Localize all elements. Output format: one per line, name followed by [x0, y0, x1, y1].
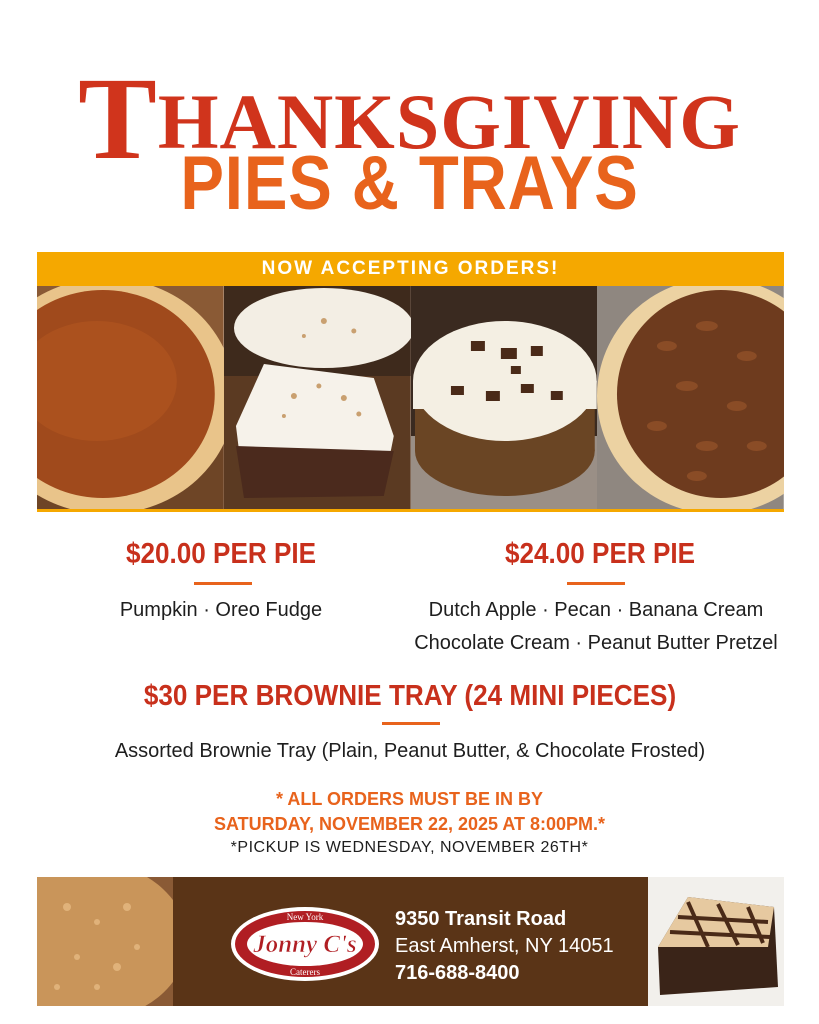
- price-24-per-pie: $24.00 PER PIE: [504, 538, 696, 570]
- phone-number: 716-688-8400: [395, 962, 520, 984]
- logo-name-text: Jonny C's: [253, 931, 357, 958]
- logo-top-text: New York: [286, 912, 324, 922]
- brownie-tray-description: Assorted Brownie Tray (Plain, Peanut Butter, & Chocolate Frosted): [114, 740, 706, 762]
- left-pie-list: Pumpkin · Oreo Fudge: [119, 599, 323, 621]
- title-pies-trays: PIES & TRAYS: [180, 141, 639, 226]
- city-state-zip: East Amherst, NY 14051: [395, 935, 614, 957]
- pickup-date: *PICKUP IS WEDNESDAY, NOVEMBER 26TH*: [230, 839, 589, 856]
- street-address: 9350 Transit Road: [395, 908, 567, 930]
- peanut-butter-pretzel-pie-photo: [411, 286, 598, 510]
- divider-tray: [382, 722, 440, 725]
- footer-bar: [37, 877, 784, 1006]
- pie-photo-strip: [37, 286, 784, 510]
- order-deadline-line2: SATURDAY, NOVEMBER 22, 2025 AT 8:00PM.*: [213, 814, 606, 834]
- title-initial: T: [78, 53, 158, 184]
- brownie-photo: [648, 877, 784, 1006]
- right-pie-list-line2: Chocolate Cream · Peanut Butter Pretzel: [414, 632, 778, 654]
- contact-panel: [173, 877, 648, 1006]
- oreo-fudge-pie-photo: [224, 286, 411, 510]
- crumb-pie-photo: [37, 877, 173, 1006]
- title-rest: HANKSGIVING: [157, 78, 741, 165]
- price-20-per-pie: $20.00 PER PIE: [125, 538, 317, 570]
- pecan-pie-photo: [597, 286, 784, 510]
- logo-bottom-text: Caterers: [290, 967, 320, 977]
- order-deadline-line1: * ALL ORDERS MUST BE IN BY: [275, 789, 544, 809]
- contact-info: [395, 906, 614, 987]
- divider-right: [567, 582, 625, 585]
- jonny-cs-logo: [228, 905, 383, 983]
- right-pie-list-line1: Dutch Apple · Pecan · Banana Cream: [428, 599, 764, 621]
- accepting-orders-banner: NOW ACCEPTING ORDERS!: [37, 252, 784, 286]
- price-brownie-tray: $30 PER BROWNIE TRAY (24 MINI PIECES): [143, 680, 677, 712]
- photo-strip-border: [37, 509, 784, 512]
- divider-left: [194, 582, 252, 585]
- pumpkin-pie-photo: [37, 286, 224, 510]
